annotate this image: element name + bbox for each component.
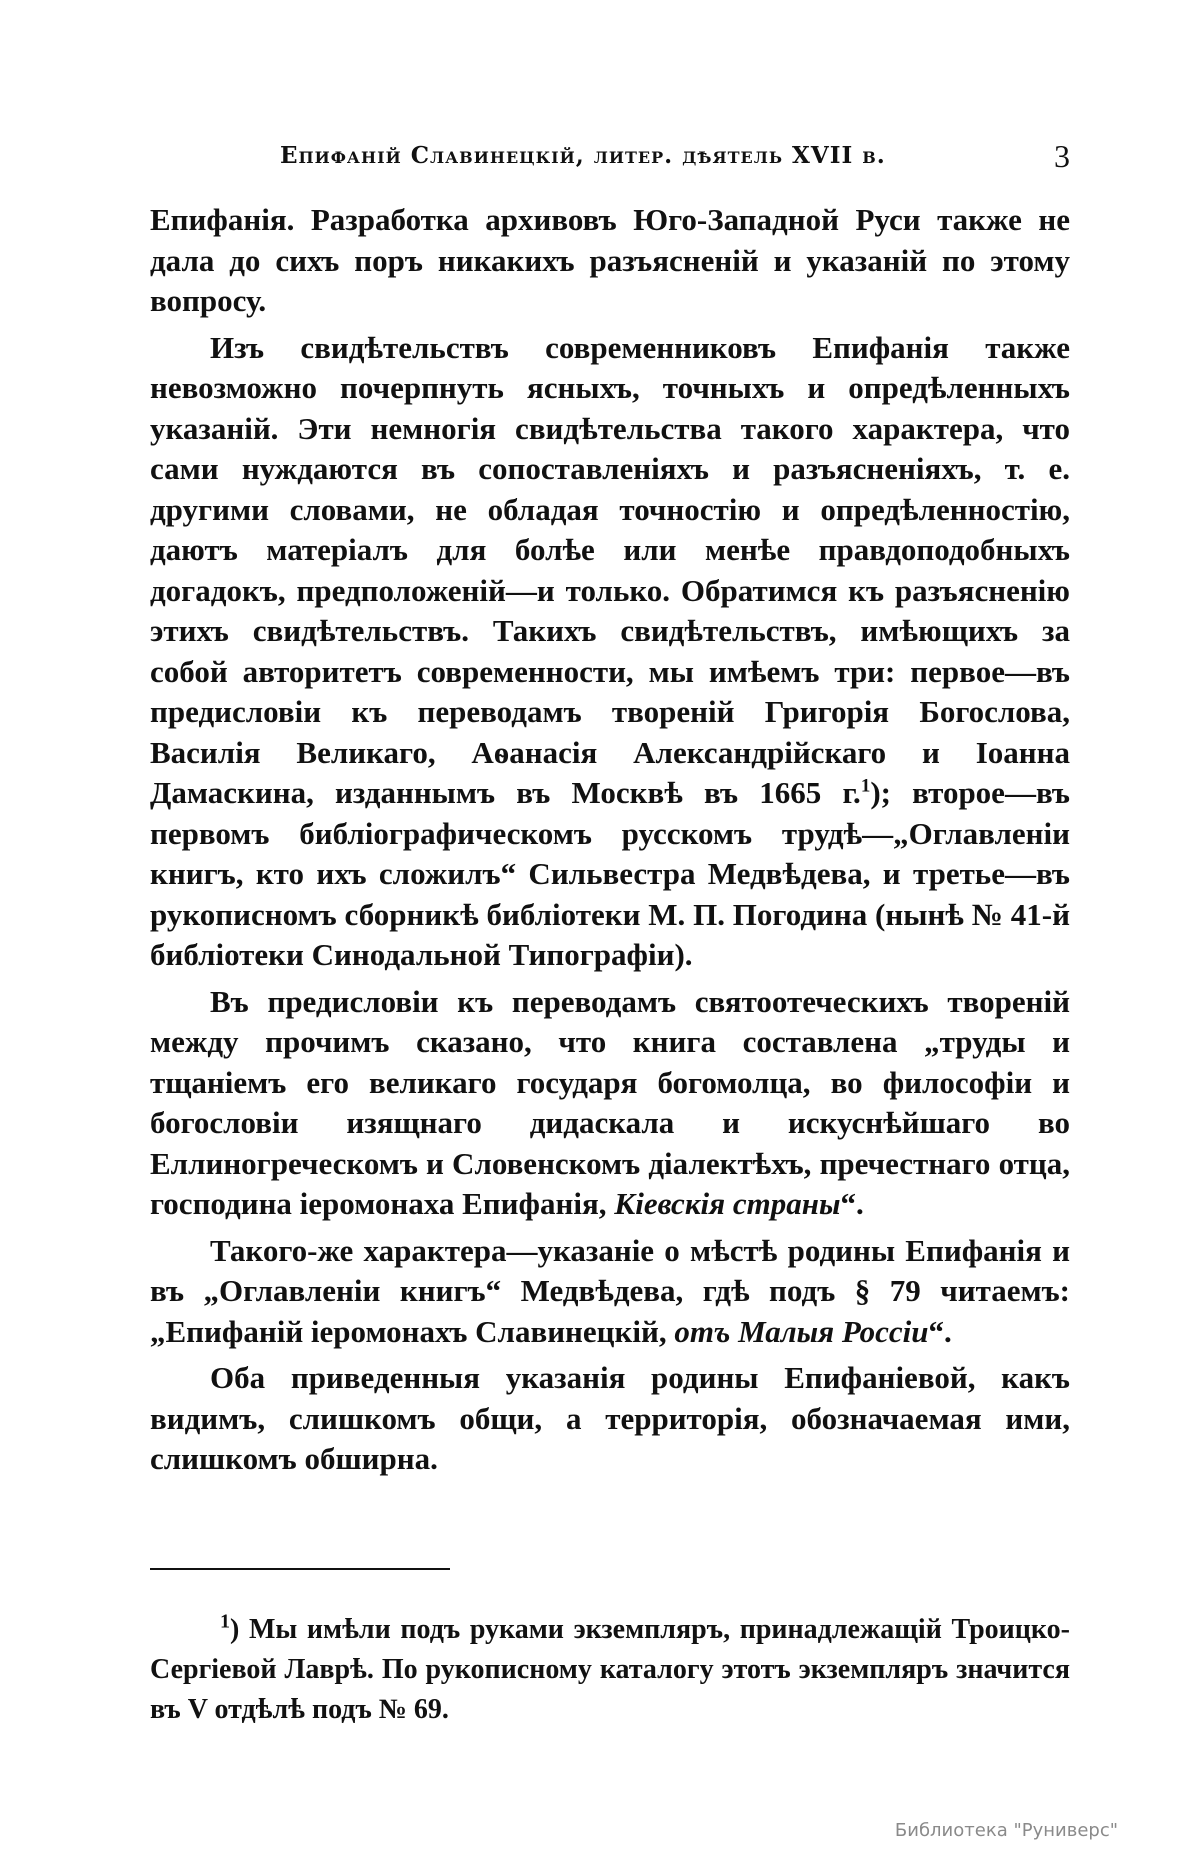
running-title: Епифаній Славинецкій, литер. дѣятель XVII в. [280,142,886,169]
footnote-divider [150,1568,450,1570]
page-number: 3 [1054,138,1070,174]
paragraph-3-end: “. [840,1186,864,1221]
paragraph-2 [150,328,1070,976]
footnote-paragraph [150,1610,1070,1730]
footnote-text: ) Мы имѣли подъ руками экземпляръ, принадлежащій Троицко-Сергіевой Лаврѣ. По рукописному каталогу этотъ экземпляръ значится въ V отдѣлѣ подъ № 69. [150,1614,1070,1725]
paragraph-1: Епифанія. Разработка архивовъ Юго-Западной Руси также не дала до сихъ поръ никакихъ разъясненій и указаній по этому вопросу. [150,202,1070,318]
paragraph-3 [150,982,1070,1225]
paragraph-3-text: Въ предисловіи къ переводамъ святоотеческихъ твореній между прочимъ сказано, что книга составлена „труды и тщаніемъ его великаго государя богомолца, во философіи и богословіи изящнаго дидаскала и искуснѣйшаго во Еллиногреческомъ и Словенскомъ діалектѣхъ, пречестнаго отца, господина іеромонаха Епифанія, [150,983,1070,1221]
paragraph-4 [150,1231,1070,1353]
footnote-marker: 1 [220,1610,230,1633]
paragraph-4-end: “. [928,1313,952,1349]
running-head [150,138,1070,178]
paragraph-4-italic: отъ Малыя Россіи [674,1313,929,1349]
paragraph-2-continuation: ); второе—въ первомъ библіографическомъ русскомъ трудѣ—„Оглавленіи книгъ, кто ихъ сложилъ“ Сильвестра Медвѣдева, и третье—въ рукописномъ сборникѣ библіотеки М. П. Погодина (нынѣ № 41-й библіотеки Синодальной Типографіи). [150,775,1070,972]
paragraph-3-italic: Кіевскія страны [614,1186,841,1221]
library-watermark: Библиотека "Руниверс" [894,1820,1118,1841]
paragraph-5: Оба приведенныя указанія родины Епифаніевой, какъ видимъ, слишкомъ общи, а территорія, обозначаемая ими, слишкомъ обширна. [150,1360,1070,1476]
paragraph-4-text: Такого-же характера—указаніе о мѣстѣ родины Епифанія и въ „Оглавленіи книгъ“ Медвѣдева, гдѣ подъ § 79 читаемъ: „Епифаній іеромонахъ Славинецкій, [150,1232,1070,1349]
footnote-reference: 1 [860,775,871,797]
paragraph-2-text: Изъ свидѣтельствъ современниковъ Епифанія также невозможно почерпнуть ясныхъ, точныхъ и опредѣленныхъ указаній. Эти немногія свидѣтельства такого характера, что сами нуждаются въ сопоставленіяхъ и разъясненіяхъ, т. е. другими словами, не обладая точностію и опредѣленностію, даютъ матеріалъ для болѣе или менѣе правдоподобныхъ догадокъ, предположеній—и только. Обратимся къ разъясненію этихъ свидѣтельствъ. Такихъ свидѣтельствъ, имѣющихъ за собой авторитетъ современности, мы имѣемъ три: первое—въ предисловіи къ переводамъ твореній Григорія Богослова, Василія Великаго, Аѳанасія Александрійскаго и Іоанна Дамаскина, изданнымъ въ Москвѣ въ 1665 г. [150,329,1070,810]
footnote [150,1610,1070,1730]
body-text [150,200,1070,1486]
